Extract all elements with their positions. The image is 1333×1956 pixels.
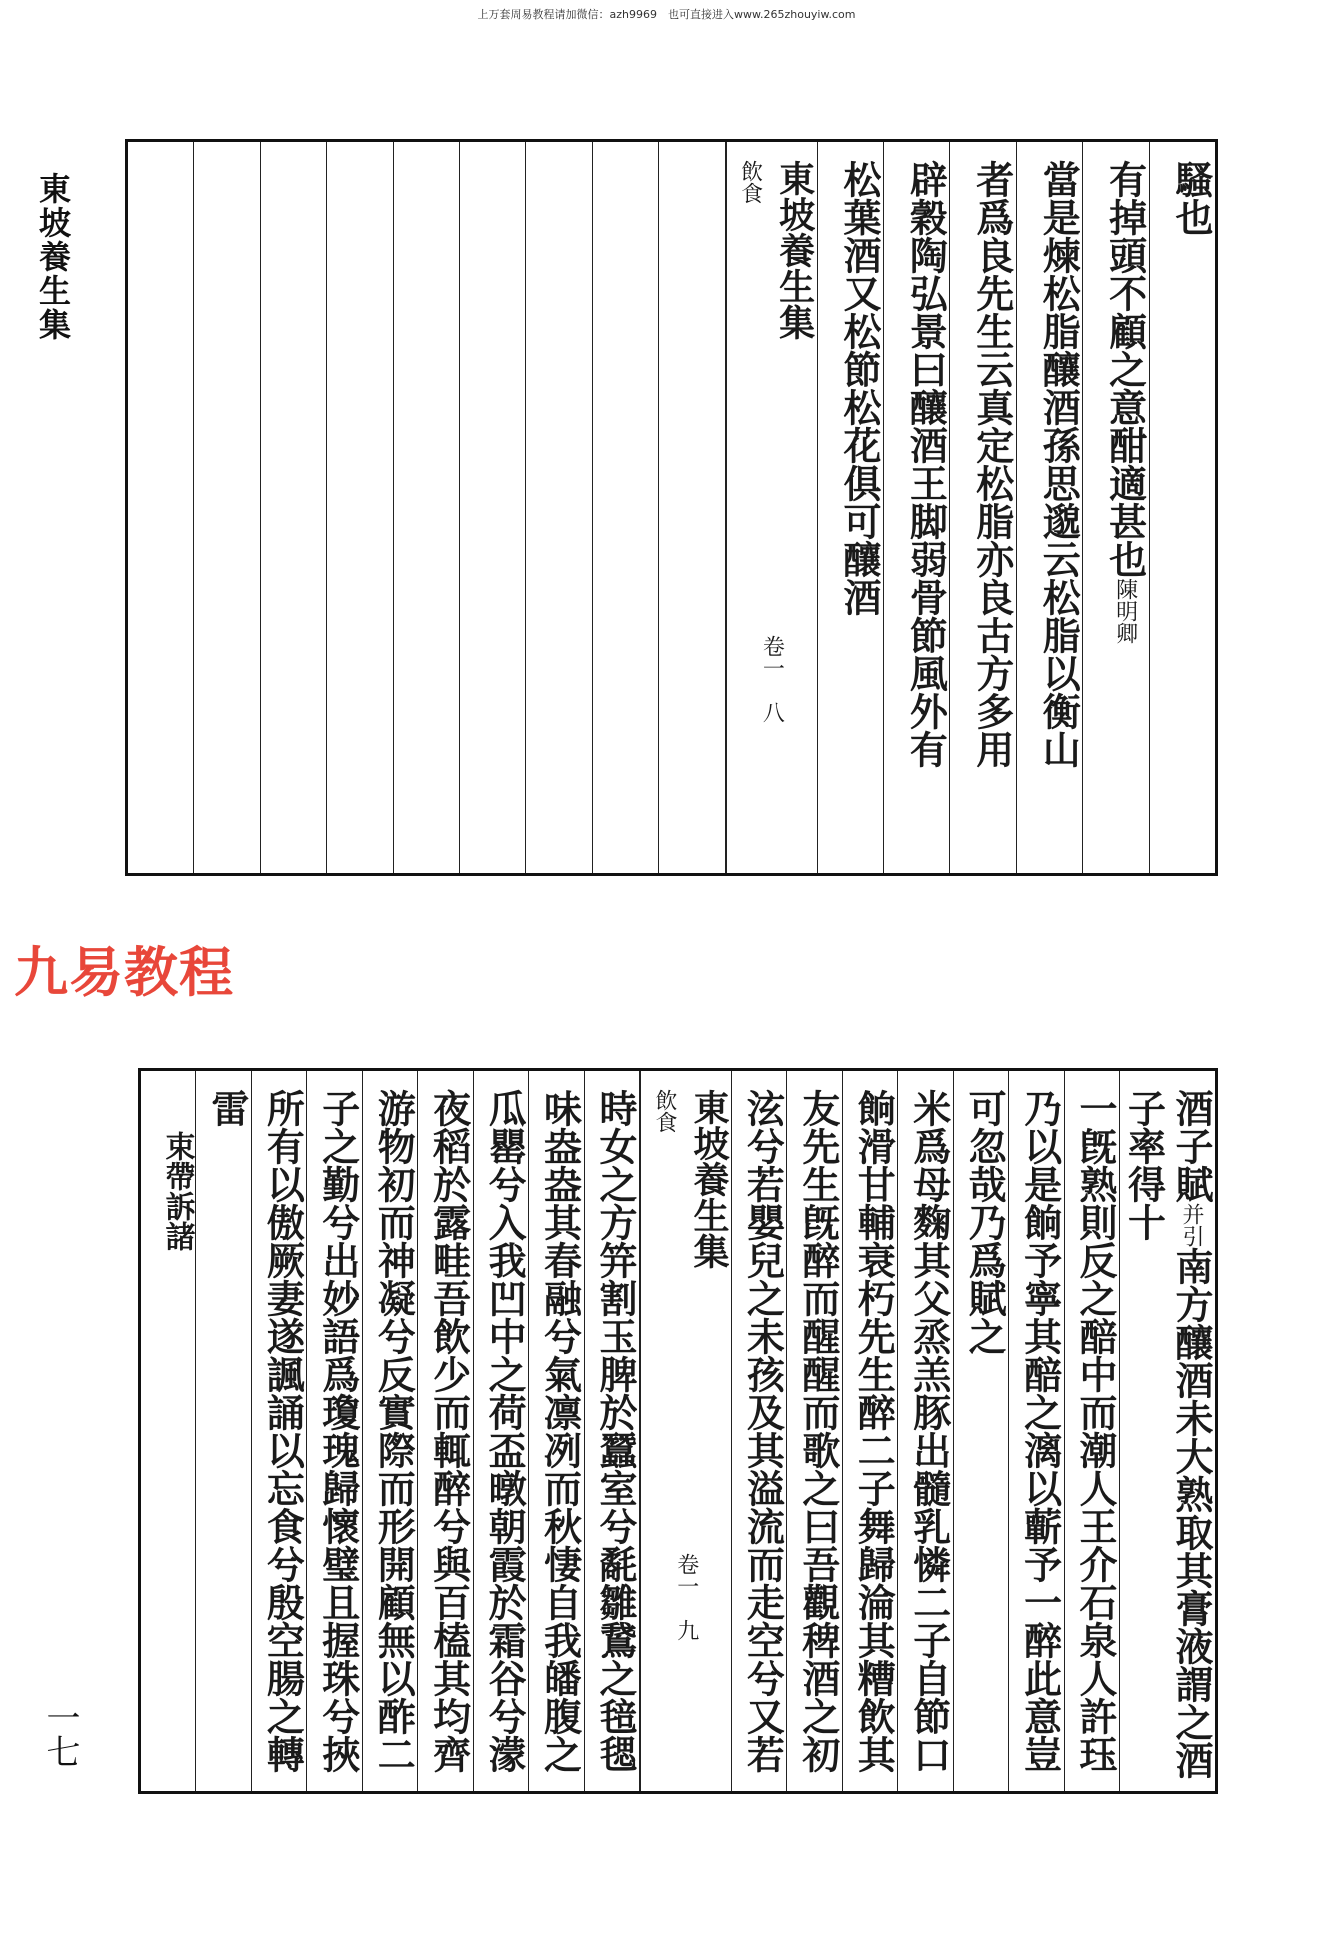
text-column <box>1008 1071 1063 1791</box>
blank-column <box>260 142 326 873</box>
folio-section: 飲食 <box>737 160 763 204</box>
column-text: 可忽哉乃爲賦之 <box>962 1089 1008 1355</box>
text-column <box>584 1071 639 1791</box>
page-number: 一七 <box>40 1700 80 1768</box>
column-text: 友先生旣醉而醒醒而歌之曰吾觀稗酒之初 <box>795 1089 841 1773</box>
text-column <box>817 142 883 873</box>
top-banner: 上万套周易教程请加微信：azh9969 也可直接进入www.265zhouyiw.com <box>477 8 856 21</box>
text-column <box>842 1071 897 1791</box>
blank-column <box>525 142 591 873</box>
text-column <box>1082 142 1148 873</box>
folio-column <box>639 1071 731 1791</box>
folio-title: 東坡養生集 <box>687 1089 730 1269</box>
column-text: 米爲母麴其父烝羔豚出髓乳憐二子自節口 <box>906 1089 952 1773</box>
column-text: 瓜罌兮入我凹中之荷盃暾朝霞於霜谷兮濛 <box>482 1089 528 1773</box>
text-column <box>306 1071 361 1791</box>
section-heading: 酒子賦 <box>1169 1089 1214 1203</box>
annotation-note: 陳明卿 <box>1112 578 1138 644</box>
folio-title: 東坡養生集 <box>773 160 816 340</box>
column-text: 夜稻於露畦吾飲少而輒醉兮與百榼其均齊 <box>426 1089 472 1773</box>
blank-column <box>128 142 193 873</box>
margin-label: 束帶訴諸 <box>159 1131 195 1251</box>
blank-column <box>658 142 724 873</box>
scan-page-bottom <box>138 1068 1218 1794</box>
column-text: 泫兮若嬰兒之未孩及其溢流而走空兮又若 <box>740 1089 786 1773</box>
blank-column <box>393 142 459 873</box>
folio-column <box>725 142 817 873</box>
text-column <box>1016 142 1082 873</box>
text-column <box>195 1071 250 1791</box>
text-column <box>1119 1071 1215 1791</box>
column-text: 味盎盎其春融兮氣凛冽而秋悽自我皤腹之 <box>537 1089 583 1773</box>
column-text: 當是煉松脂釀酒孫思邈云松脂以衡山 <box>1036 160 1082 768</box>
column-text: 餉滑甘輔衰朽先生醉二子舞歸淪其糟飲其 <box>851 1089 897 1773</box>
blank-column <box>326 142 392 873</box>
text-column <box>883 142 949 873</box>
blank-column <box>459 142 525 873</box>
column-text: 有掉頭不顧之意酣適甚也 <box>1102 160 1148 578</box>
blank-column <box>592 142 658 873</box>
heading-note: 并引 <box>1179 1203 1204 1247</box>
column-text: 松葉酒又松節松花俱可釀酒 <box>836 160 882 616</box>
text-column <box>528 1071 583 1791</box>
text-column <box>1064 1071 1119 1791</box>
column-text: 南方釀酒未大熟取其膏液謂之酒子率得十 <box>1121 1089 1214 1779</box>
folio-page-marker: 卷一 八 <box>759 635 785 723</box>
text-columns <box>128 142 1215 873</box>
text-column <box>731 1071 786 1791</box>
text-column <box>897 1071 952 1791</box>
text-column <box>141 1071 195 1791</box>
column-text: 者爲良先生云真定松脂亦良古方多用 <box>969 160 1015 768</box>
blank-column <box>193 142 259 873</box>
text-column <box>1149 142 1215 873</box>
text-column <box>786 1071 841 1791</box>
column-text: 辟穀陶弘景曰釀酒王脚弱骨節風外有 <box>903 160 949 768</box>
text-column <box>953 1071 1008 1791</box>
column-text: 一旣熟則反之醅中而潮人王介石泉人許珏 <box>1073 1089 1118 1773</box>
text-column <box>251 1071 306 1791</box>
watermark-logo: 九易教程 <box>14 941 234 1004</box>
column-text: 時女之方笄割玉脾於蠶室兮氄雛鵞之毰毸 <box>592 1089 638 1773</box>
folio-section: 飲食 <box>651 1089 677 1133</box>
text-column <box>473 1071 528 1791</box>
text-column <box>417 1071 472 1791</box>
column-text: 子之勤兮出妙語爲瓊瑰歸懷璧且握珠兮挾 <box>315 1089 361 1773</box>
text-column <box>362 1071 417 1791</box>
column-text: 乃以是餉予寧其醅之漓以蘄予一醉此意豈 <box>1017 1089 1063 1773</box>
column-text: 雷 <box>204 1089 250 1127</box>
text-column <box>949 142 1015 873</box>
scan-page-top <box>125 139 1218 876</box>
text-columns <box>141 1071 1215 1791</box>
book-side-title: 東坡養生集 <box>34 172 72 342</box>
folio-page-marker: 卷一 九 <box>673 1553 699 1641</box>
column-text: 所有以傲厥妻遂諷誦以忘食兮殷空腸之轉 <box>260 1089 306 1773</box>
column-text: 游物初而神凝兮反實際而形開顧無以酢二 <box>371 1089 417 1773</box>
column-text: 騷也 <box>1169 160 1214 236</box>
